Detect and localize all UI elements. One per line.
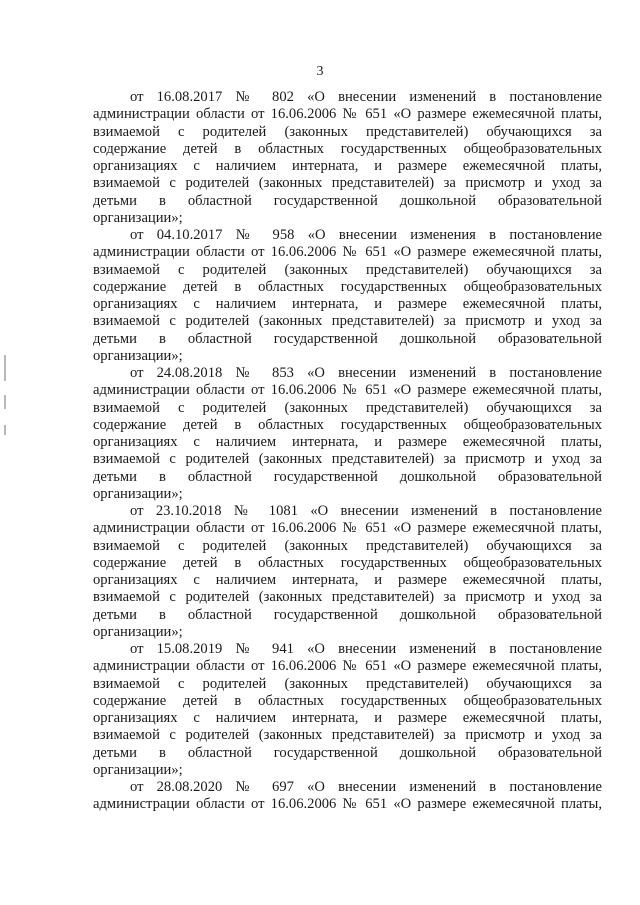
text-line: организации»; [93, 623, 183, 640]
text-line: содержание детей в областных государственных общеобразовательных [93, 692, 602, 709]
document-body [93, 89, 602, 814]
text-line: администрации области от 16.06.2006 № 651 «О размере ежемесячной платы, [93, 244, 602, 261]
page-number: 3 [316, 64, 324, 79]
text-line: организации»; [93, 347, 183, 364]
text-line: организации»; [93, 209, 183, 226]
paragraph [93, 365, 602, 503]
text-line: взимаемой с родителей (законных представителей) обучающихся за [93, 123, 602, 140]
text-line: детьми в областной государственной дошкольной образовательной [93, 192, 602, 209]
text-line: взимаемой с родителей (законных представителей) за присмотр и уход за [93, 589, 602, 606]
text-line: взимаемой с родителей (законных представителей) обучающихся за [93, 399, 602, 416]
paragraph [93, 779, 602, 814]
paragraph [93, 641, 602, 779]
text-line: от 24.08.2018 № 853 «О внесении изменений в постановление [130, 365, 602, 381]
text-line: администрации области от 16.06.2006 № 651 «О размере ежемесячной платы, [93, 106, 602, 123]
text-line: взимаемой с родителей (законных представителей) обучающихся за [93, 675, 602, 692]
text-line: организациях с наличием интерната, и размере ежемесячной платы, [93, 710, 602, 726]
text-line: детьми в областной государственной дошкольной образовательной [93, 744, 602, 761]
text-line: детьми в областной государственной дошкольной образовательной [93, 468, 602, 485]
scan-artifact [4, 395, 6, 409]
text-line: детьми в областной государственной дошкольной образовательной [93, 330, 602, 347]
text-line: от 23.10.2018 № 1081 «О внесении изменений в постановление [130, 503, 602, 519]
text-line: от 04.10.2017 № 958 «О внесении изменения в постановление [130, 227, 602, 243]
text-line: содержание детей в областных государственных общеобразовательных [93, 416, 602, 433]
text-line: администрации области от 16.06.2006 № 651 «О размере ежемесячной платы, [93, 382, 602, 399]
text-line: взимаемой с родителей (законных представителей) за присмотр и уход за [93, 727, 602, 744]
text-line: от 15.08.2019 № 941 «О внесении изменений в постановление [130, 641, 602, 657]
paragraph [93, 503, 602, 641]
text-line: взимаемой с родителей (законных представителей) за присмотр и уход за [93, 313, 602, 330]
text-line: администрации области от 16.06.2006 № 651 «О размере ежемесячной платы, [93, 796, 602, 813]
text-line: от 28.08.2020 № 697 «О внесении изменений в постановление [130, 779, 602, 795]
text-line: администрации области от 16.06.2006 № 651 «О размере ежемесячной платы, [93, 658, 602, 675]
text-line: содержание детей в областных государственных общеобразовательных [93, 140, 602, 157]
text-line: организациях с наличием интерната, и размере ежемесячной платы, [93, 296, 602, 312]
scan-artifact [4, 355, 6, 381]
scan-artifact [4, 425, 6, 435]
text-line: от 16.08.2017 № 802 «О внесении изменений в постановление [130, 89, 602, 105]
text-line: организациях с наличием интерната, и размере ежемесячной платы, [93, 158, 602, 174]
text-line: организациях с наличием интерната, и размере ежемесячной платы, [93, 434, 602, 450]
text-line: взимаемой с родителей (законных представителей) за присмотр и уход за [93, 175, 602, 192]
paragraph [93, 89, 602, 227]
text-line: содержание детей в областных государственных общеобразовательных [93, 278, 602, 295]
text-line: администрации области от 16.06.2006 № 651 «О размере ежемесячной платы, [93, 520, 602, 537]
text-line: взимаемой с родителей (законных представителей) обучающихся за [93, 261, 602, 278]
text-line: организации»; [93, 761, 183, 778]
text-line: взимаемой с родителей (законных представителей) за присмотр и уход за [93, 451, 602, 468]
paragraph [93, 227, 602, 365]
text-line: организации»; [93, 485, 183, 502]
text-line: детьми в областной государственной дошкольной образовательной [93, 606, 602, 623]
text-line: взимаемой с родителей (законных представителей) обучающихся за [93, 537, 602, 554]
text-line: организациях с наличием интерната, и размере ежемесячной платы, [93, 572, 602, 588]
text-line: содержание детей в областных государственных общеобразовательных [93, 554, 602, 571]
